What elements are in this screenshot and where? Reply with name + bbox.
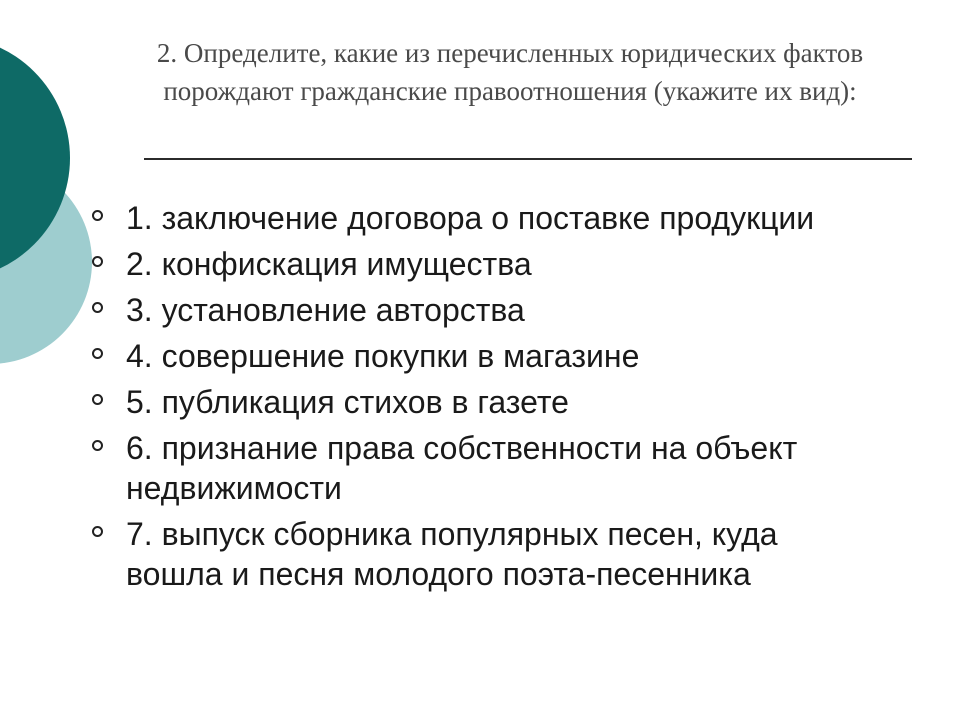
list-item — [92, 290, 852, 330]
dark-teal-circle — [0, 36, 70, 280]
circle-bullet-icon — [92, 394, 103, 405]
circle-bullet-icon — [92, 348, 103, 359]
circle-bullet-icon — [92, 526, 103, 537]
circle-bullet-icon — [92, 256, 103, 267]
list-item — [92, 244, 852, 284]
bullet-list — [92, 198, 852, 600]
list-item — [92, 336, 852, 376]
list-item-text: 4. совершение покупки в магазине — [126, 338, 640, 374]
list-item-text: 6. признание права собственности на объект недвижимости — [126, 430, 798, 506]
list-item-text: 3. установление авторства — [126, 292, 525, 328]
list-item — [92, 198, 852, 238]
list-item-text: 7. выпуск сборника популярных песен, куда вошла и песня молодого поэта-песенника — [126, 516, 778, 592]
list-item-text: 5. публикация стихов в газете — [126, 384, 569, 420]
list-item — [92, 428, 852, 508]
list-item-text: 2. конфискация имущества — [126, 246, 532, 282]
slide-title: 2. Определите, какие из перечисленных юридических фактов порождают гражданские правоотношения (укажите их вид): — [156, 38, 864, 106]
light-teal-circle — [0, 160, 92, 364]
circle-bullet-icon — [92, 210, 103, 221]
list-item-text: 1. заключение договора о поставке продукции — [126, 200, 815, 236]
list-item — [92, 382, 852, 422]
list-item — [92, 514, 852, 594]
title-underline — [144, 158, 912, 160]
circle-bullet-icon — [92, 302, 103, 313]
circle-bullet-icon — [92, 440, 103, 451]
